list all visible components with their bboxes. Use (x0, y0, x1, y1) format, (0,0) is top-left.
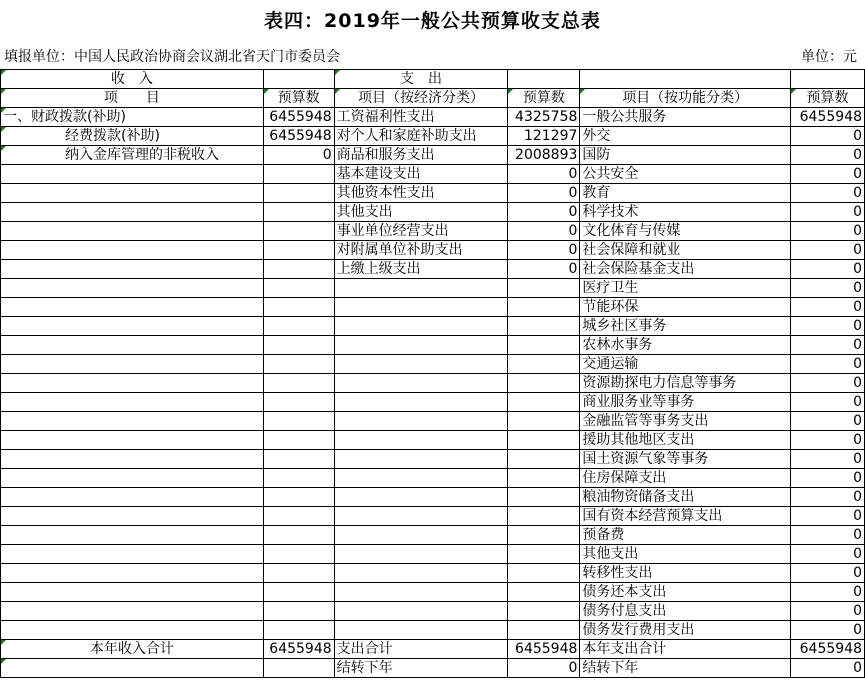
func-item: 国防 (580, 146, 791, 165)
func-budget: 0 (791, 431, 865, 450)
table-row (1, 450, 865, 469)
income-total-label: 本年收入合计 (1, 640, 264, 659)
econ-budget (508, 298, 580, 317)
income-item (1, 184, 264, 203)
income-item (1, 526, 264, 545)
econ-budget: 0 (508, 241, 580, 260)
econ-budget: 4325758 (508, 108, 580, 127)
econ-budget (508, 336, 580, 355)
income-budget (263, 583, 334, 602)
func-budget: 0 (791, 222, 865, 241)
func-budget: 0 (791, 469, 865, 488)
income-budget (263, 336, 334, 355)
income-item (1, 203, 264, 222)
header-blank (580, 70, 791, 89)
econ-item: 对附属单位补助支出 (334, 241, 508, 260)
econ-budget (508, 469, 580, 488)
income-item: 经费拨款(补助) (1, 127, 264, 146)
func-budget: 0 (791, 583, 865, 602)
econ-budget: 121297 (508, 127, 580, 146)
table-row (1, 469, 865, 488)
income-budget (263, 241, 334, 260)
currency-unit: 单位：元 (801, 49, 857, 65)
income-item (1, 602, 264, 621)
econ-budget: 0 (508, 165, 580, 184)
income-item (1, 545, 264, 564)
econ-item (334, 298, 508, 317)
func-budget: 0 (791, 241, 865, 260)
econ-budget (508, 583, 580, 602)
income-item (1, 222, 264, 241)
econ-budget (508, 545, 580, 564)
func-budget: 0 (791, 526, 865, 545)
func-item: 公共安全 (580, 165, 791, 184)
income-budget (263, 526, 334, 545)
func-item: 节能环保 (580, 298, 791, 317)
income-budget (263, 621, 334, 640)
income-item (1, 431, 264, 450)
econ-budget (508, 355, 580, 374)
table-row (1, 298, 865, 317)
econ-budget (508, 431, 580, 450)
income-item (1, 355, 264, 374)
func-item: 社会保障和就业 (580, 241, 791, 260)
income-header: 收 入 (1, 70, 264, 89)
func-item: 交通运输 (580, 355, 791, 374)
econ-budget (508, 374, 580, 393)
econ-budget (508, 317, 580, 336)
econ-item (334, 393, 508, 412)
table-row (1, 355, 865, 374)
page-title: 表四：2019年一般公共预算收支总表 (264, 10, 601, 32)
econ-budget-header: 预算数 (508, 89, 580, 108)
table-row (1, 127, 865, 146)
income-budget (263, 545, 334, 564)
income-item (1, 450, 264, 469)
func-item: 债务发行费用支出 (580, 621, 791, 640)
table-row (1, 583, 865, 602)
table-row (1, 146, 865, 165)
table-row (1, 393, 865, 412)
income-budget (263, 431, 334, 450)
table-row (1, 108, 865, 127)
income-budget (263, 374, 334, 393)
func-item: 资源勘探电力信息等事务 (580, 374, 791, 393)
func-budget: 0 (791, 127, 865, 146)
income-budget (263, 165, 334, 184)
func-budget: 0 (791, 374, 865, 393)
econ-item (334, 431, 508, 450)
func-budget: 0 (791, 336, 865, 355)
table-row (1, 621, 865, 640)
func-item: 债务还本支出 (580, 583, 791, 602)
econ-budget (508, 488, 580, 507)
econ-budget (508, 526, 580, 545)
income-budget (263, 260, 334, 279)
table-row (1, 317, 865, 336)
income-item: 一、财政拨款(补助) (1, 108, 264, 127)
func-budget: 0 (791, 545, 865, 564)
func-budget: 0 (791, 203, 865, 222)
func-item: 科学技术 (580, 203, 791, 222)
income-item (1, 260, 264, 279)
income-item (1, 621, 264, 640)
econ-budget (508, 507, 580, 526)
income-item (1, 583, 264, 602)
expense-header: 支 出 (334, 70, 508, 89)
econ-budget (508, 564, 580, 583)
econ-item (334, 602, 508, 621)
func-item: 其他支出 (580, 545, 791, 564)
income-budget: 0 (263, 146, 334, 165)
econ-budget (508, 450, 580, 469)
econ-budget (508, 602, 580, 621)
table-row (1, 336, 865, 355)
header-blank (263, 70, 334, 89)
func-item: 社会保险基金支出 (580, 260, 791, 279)
budget-table (0, 69, 865, 678)
header-blank (791, 70, 865, 89)
func-item: 商业服务业等事务 (580, 393, 791, 412)
income-budget (263, 355, 334, 374)
econ-total-label: 结转下年 (334, 659, 508, 678)
table-row (1, 545, 865, 564)
income-budget (263, 279, 334, 298)
income-budget (263, 393, 334, 412)
income-item (1, 336, 264, 355)
func-total-label: 结转下年 (580, 659, 791, 678)
func-item: 国有资本经营预算支出 (580, 507, 791, 526)
econ-budget: 2008893 (508, 146, 580, 165)
table-row (1, 165, 865, 184)
func-budget: 0 (791, 184, 865, 203)
income-total-value (263, 659, 334, 678)
econ-item: 对个人和家庭补助支出 (334, 127, 508, 146)
econ-item: 事业单位经营支出 (334, 222, 508, 241)
func-budget: 0 (791, 355, 865, 374)
table-row (1, 431, 865, 450)
econ-item (334, 374, 508, 393)
table-row (1, 507, 865, 526)
income-budget: 6455948 (263, 127, 334, 146)
func-item: 国土资源气象等事务 (580, 450, 791, 469)
table-row (1, 279, 865, 298)
func-item: 金融监管等事务支出 (580, 412, 791, 431)
table-row (1, 203, 865, 222)
econ-item (334, 279, 508, 298)
func-budget: 0 (791, 621, 865, 640)
income-item-header: 项 目 (1, 89, 264, 108)
econ-item (334, 545, 508, 564)
income-budget (263, 203, 334, 222)
econ-item (334, 526, 508, 545)
func-budget: 0 (791, 165, 865, 184)
func-total-value: 0 (791, 659, 865, 678)
income-budget (263, 564, 334, 583)
econ-budget: 0 (508, 260, 580, 279)
income-total-value: 6455948 (263, 640, 334, 659)
table-row (1, 260, 865, 279)
econ-item: 其他支出 (334, 203, 508, 222)
income-budget: 6455948 (263, 108, 334, 127)
func-budget-header: 预算数 (791, 89, 865, 108)
header-row-group (1, 70, 865, 89)
econ-budget (508, 412, 580, 431)
func-budget: 0 (791, 146, 865, 165)
func-item: 一般公共服务 (580, 108, 791, 127)
income-item (1, 374, 264, 393)
total-row (1, 640, 865, 659)
econ-budget: 0 (508, 203, 580, 222)
econ-item (334, 564, 508, 583)
econ-budget: 0 (508, 184, 580, 203)
header-blank (508, 70, 580, 89)
econ-item: 基本建设支出 (334, 165, 508, 184)
func-item: 农林水事务 (580, 336, 791, 355)
func-item: 转移性支出 (580, 564, 791, 583)
func-item: 外交 (580, 127, 791, 146)
report-meta (0, 46, 865, 64)
func-item: 教育 (580, 184, 791, 203)
econ-item (334, 507, 508, 526)
econ-item (334, 412, 508, 431)
header-row-columns (1, 89, 865, 108)
table-row (1, 184, 865, 203)
econ-item: 其他资本性支出 (334, 184, 508, 203)
func-item: 粮油物资储备支出 (580, 488, 791, 507)
total-row (1, 659, 865, 678)
income-budget (263, 317, 334, 336)
func-budget: 0 (791, 602, 865, 621)
filler-unit: 填报单位：中国人民政治协商会议湖北省天门市委员会 (4, 49, 340, 65)
func-budget: 0 (791, 488, 865, 507)
econ-item (334, 317, 508, 336)
table-row (1, 412, 865, 431)
income-budget (263, 412, 334, 431)
econ-budget (508, 621, 580, 640)
func-item: 债务付息支出 (580, 602, 791, 621)
econ-item (334, 450, 508, 469)
func-budget: 0 (791, 412, 865, 431)
income-total-label (1, 659, 264, 678)
econ-item-header: 项目（按经济分类） (334, 89, 508, 108)
econ-item (334, 355, 508, 374)
income-item (1, 165, 264, 184)
table-row (1, 526, 865, 545)
income-item (1, 393, 264, 412)
income-budget-header: 预算数 (263, 89, 334, 108)
table-row (1, 488, 865, 507)
income-item (1, 298, 264, 317)
table-row (1, 241, 865, 260)
econ-item: 上缴上级支出 (334, 260, 508, 279)
func-item: 医疗卫生 (580, 279, 791, 298)
income-budget (263, 488, 334, 507)
income-budget (263, 507, 334, 526)
func-budget: 0 (791, 317, 865, 336)
income-item (1, 317, 264, 336)
income-item (1, 564, 264, 583)
func-item: 文化体育与传媒 (580, 222, 791, 241)
econ-item: 工资福利性支出 (334, 108, 508, 127)
econ-budget (508, 279, 580, 298)
econ-item (334, 621, 508, 640)
econ-item: 商品和服务支出 (334, 146, 508, 165)
income-budget (263, 222, 334, 241)
func-item-header: 项目（按功能分类） (580, 89, 791, 108)
func-budget: 6455948 (791, 108, 865, 127)
econ-total-value: 6455948 (508, 640, 580, 659)
func-budget: 0 (791, 260, 865, 279)
func-item: 援助其他地区支出 (580, 431, 791, 450)
econ-total-label: 支出合计 (334, 640, 508, 659)
income-item: 纳入金库管理的非税收入 (1, 146, 264, 165)
func-budget: 0 (791, 298, 865, 317)
econ-item (334, 336, 508, 355)
econ-item (334, 469, 508, 488)
income-item (1, 279, 264, 298)
income-budget (263, 469, 334, 488)
econ-item (334, 488, 508, 507)
table-row (1, 222, 865, 241)
func-total-label: 本年支出合计 (580, 640, 791, 659)
income-item (1, 469, 264, 488)
econ-total-value: 0 (508, 659, 580, 678)
func-item: 住房保障支出 (580, 469, 791, 488)
econ-budget (508, 393, 580, 412)
econ-budget: 0 (508, 222, 580, 241)
func-budget: 0 (791, 279, 865, 298)
func-item: 城乡社区事务 (580, 317, 791, 336)
func-budget: 0 (791, 564, 865, 583)
income-budget (263, 450, 334, 469)
income-item (1, 488, 264, 507)
table-row (1, 374, 865, 393)
income-item (1, 507, 264, 526)
income-item (1, 241, 264, 260)
econ-item (334, 583, 508, 602)
income-budget (263, 184, 334, 203)
income-budget (263, 602, 334, 621)
func-total-value: 6455948 (791, 640, 865, 659)
table-row (1, 602, 865, 621)
func-item: 预备费 (580, 526, 791, 545)
func-budget: 0 (791, 507, 865, 526)
income-budget (263, 298, 334, 317)
income-item (1, 412, 264, 431)
func-budget: 0 (791, 450, 865, 469)
table-row (1, 564, 865, 583)
func-budget: 0 (791, 393, 865, 412)
